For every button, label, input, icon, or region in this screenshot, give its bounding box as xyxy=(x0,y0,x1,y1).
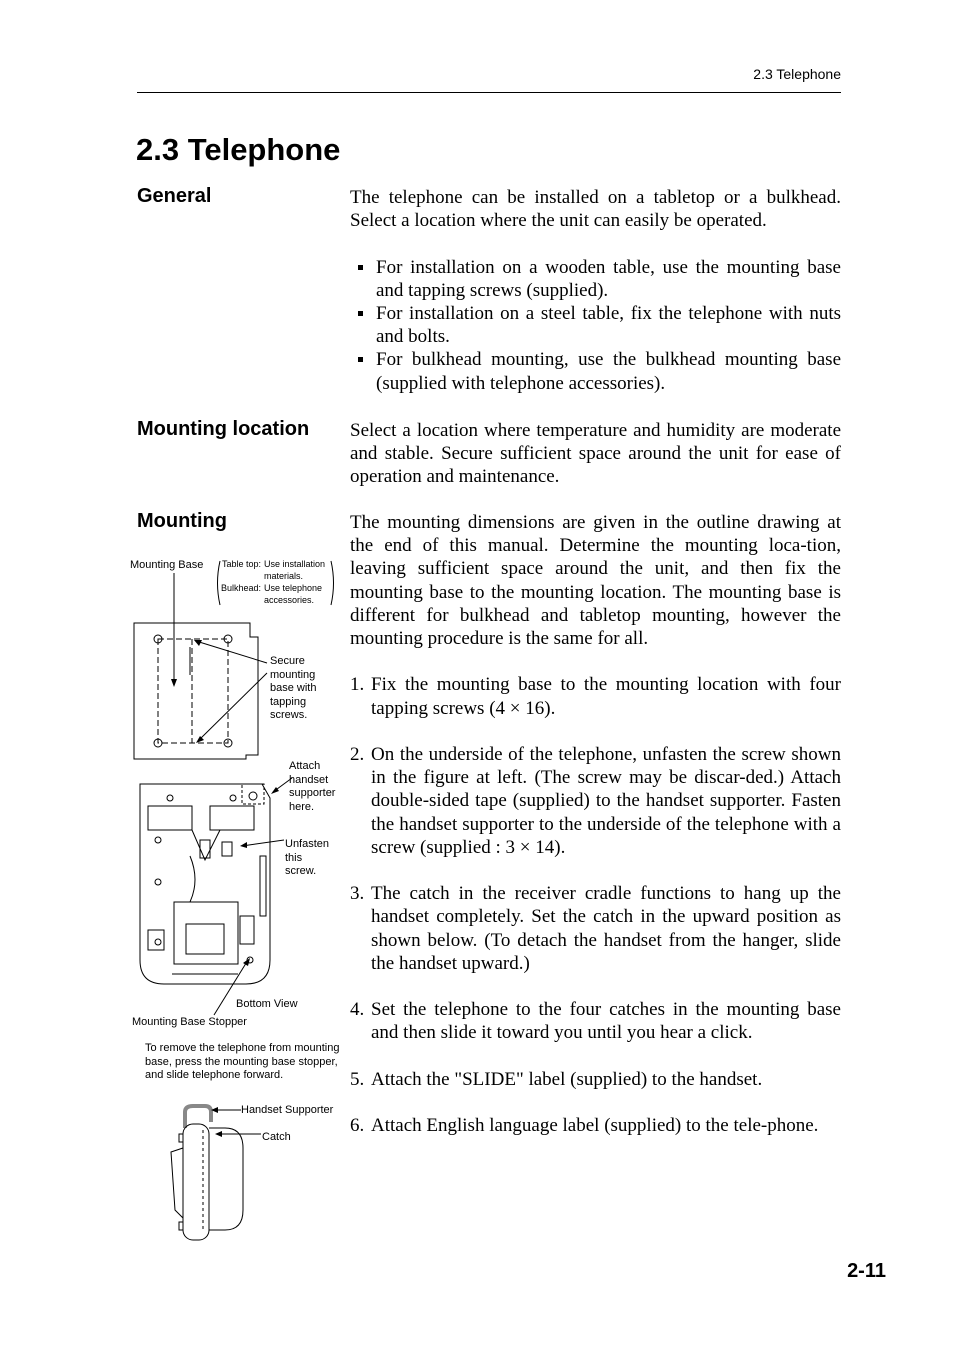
section-title: 2.3 Telephone xyxy=(136,132,341,167)
header-rule xyxy=(137,92,841,93)
mounting-intro: The mounting dimensions are given in the outline drawing at the end of this manual. Determine the mounting loca-tion, leaving sufficient space around the unit, and then fix the mounting base to the mounting location. The mounting base is different for bulkhead and tabletop mounting, however the mounting procedure is the same for all. xyxy=(350,512,841,650)
running-header: 2.3 Telephone xyxy=(753,66,841,82)
bullet-item: For installation on a steel table, fix the telephone with nuts and bolts. xyxy=(350,302,841,348)
bottom-view-drawing xyxy=(130,770,340,1020)
mounting-location-text: Select a location where temperature and humidity are moderate and stable. Secure sufficient space around the unit for ease of operation and maintenance. xyxy=(350,420,841,488)
mounting-heading: Mounting xyxy=(137,510,227,532)
fig-mounting-base-label: Mounting Base xyxy=(130,559,204,571)
step-item: 2. On the underside of the telephone, unfasten the screw shown in the figure at left. (The screw may be discar-ded.) Attach double-sided tape (supplied) to the handset supporter. Fasten the handset supporter to the underside of the telephone with a screw (supplied : 3 × 14). xyxy=(350,744,841,858)
general-intro: The telephone can be installed on a tabletop or a bulkhead. Select a location where the unit can easily be operated. xyxy=(350,187,841,232)
step-item: 5. Attach the "SLIDE" label (supplied) to the handset. xyxy=(350,1068,763,1090)
step-item: 6. Attach English language label (supplied) to the tele-phone. xyxy=(350,1115,819,1137)
bullet-item: For bulkhead mounting, use the bulkhead mounting base (supplied with telephone accessories). xyxy=(350,348,841,394)
handset-side-drawing xyxy=(165,1100,275,1245)
fig-secure-label: Secure mounting base with tapping screws. xyxy=(270,655,317,721)
screw-hole-icon xyxy=(154,635,232,747)
fig-table-top-key: Table top: xyxy=(222,559,262,569)
bullet-square-icon xyxy=(358,311,363,316)
step-item: 1. Fix the mounting base to the mounting location with four tapping screws (4 × 16). xyxy=(350,674,841,719)
page-number: 2-11 xyxy=(847,1260,886,1282)
mounting-steps xyxy=(350,673,841,1137)
fig-attach-label: Attach handset supporter here. xyxy=(289,760,336,813)
general-bullet-list xyxy=(350,256,841,395)
mounting-body xyxy=(350,511,841,1161)
mounting-location-heading: Mounting location xyxy=(137,418,310,440)
mounting-base-drawing xyxy=(120,555,350,765)
step-item: 4. Set the telephone to the four catches in the mounting base and then slide it toward you until you hear a click. xyxy=(350,999,841,1044)
fig-remove-note: To remove the telephone from mounting base, press the mounting base stopper, and slide telephone forward. xyxy=(145,1042,340,1081)
mounting-location-body xyxy=(350,419,841,489)
bullet-square-icon xyxy=(358,265,363,270)
general-heading: General xyxy=(137,185,212,207)
fig-bulkhead-value: Use telephone accessories. xyxy=(264,583,323,605)
fig-table-top-value: Use installation materials. xyxy=(264,559,326,581)
fig-unfasten-label: Unfasten this screw. xyxy=(285,838,330,877)
step-item: 3. The catch in the receiver cradle functions to hang up the handset completely. Set the catch in the upward position as shown below. (To detach the handset from the hanger, slide the handset upward.) xyxy=(350,883,841,974)
fig-bulkhead-key: Bulkhead: xyxy=(221,583,262,593)
fig-bottom-view-label: Bottom View xyxy=(236,998,298,1010)
fig-handset-supporter-label: Handset Supporter xyxy=(241,1104,334,1116)
fig-catch-label: Catch xyxy=(262,1131,291,1143)
bullet-square-icon xyxy=(358,357,363,362)
fig-stopper-label: Mounting Base Stopper xyxy=(132,1016,247,1028)
general-body xyxy=(350,186,841,395)
bullet-item: For installation on a wooden table, use the mounting base and tapping screws (supplied). xyxy=(350,256,841,302)
